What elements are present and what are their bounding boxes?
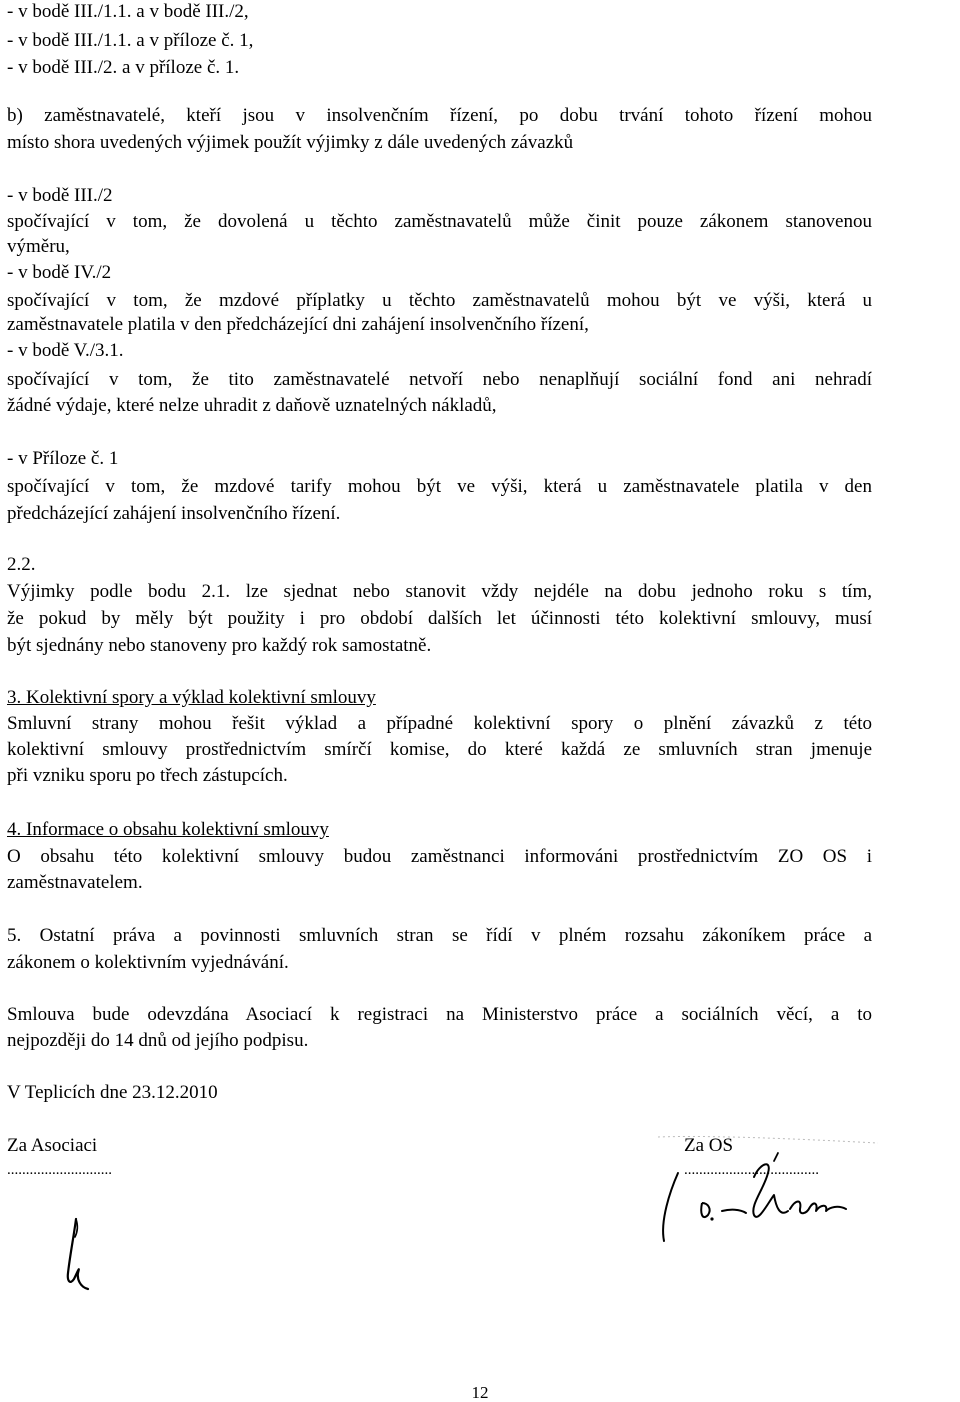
paragraph-line: kolektivní smlouvy prostřednictvím smírčí komise, do které každá ze smluvních stran jmenuje [7, 739, 872, 760]
exception-ref: - v bodě V./3.1. [7, 340, 124, 361]
exception-ref: - v Příloze č. 1 [7, 448, 119, 469]
paragraph-line: Výjimky podle bodu 2.1. lze sjednat nebo stanovit vždy nejdéle na dobu jednoho roku s tím, [7, 581, 872, 602]
paragraph-line: O obsahu této kolektivní smlouvy budou zaměstnanci informováni prostřednictvím ZO OS i [7, 846, 872, 867]
paragraph-line: Smlouva bude odevzdána Asociací k registraci na Ministerstvo práce a sociálních věcí, a to [7, 1004, 872, 1025]
exception-text: spočívající v tom, že mzdové tarify mohou být ve výši, která u zaměstnavatele platila v den [7, 476, 872, 497]
paragraph-line: 5. Ostatní práva a povinnosti smluvních stran se řídí v plném rozsahu zákoníkem práce a [7, 925, 872, 946]
place-date: V Teplicích dne 23.12.2010 [7, 1082, 218, 1103]
section-heading: 4. Informace o obsahu kolektivní smlouvy [7, 819, 329, 840]
paragraph-line: nejpozději do 14 dnů od jejího podpisu. [7, 1030, 309, 1051]
paragraph-line: zákonem o kolektivním vyjednávání. [7, 952, 289, 973]
exception-text: předcházející zahájení insolvenčního řízení. [7, 503, 341, 524]
page-number: 12 [471, 1383, 489, 1402]
exception-text: spočívající v tom, že mzdové příplatky u těchto zaměstnavatelů mohou být ve výši, která u [7, 290, 872, 311]
list-item: - v bodě III./2. a v příloze č. 1. [7, 57, 240, 78]
left-signatory-label: Za Asociaci [7, 1135, 98, 1156]
paragraph-line: Smluvní strany mohou řešit výklad a případné kolektivní spory o plnění závazků z této [7, 713, 872, 734]
section-b-line: b) zaměstnavatelé, kteří jsou v insolvenčním řízení, po dobu trvání tohoto řízení mohou [7, 105, 872, 126]
left-signature-icon [58, 1215, 108, 1295]
exception-text: spočívající v tom, že tito zaměstnavatelé netvoří nebo nenaplňují sociální fond ani nehradí [7, 369, 872, 390]
left-signature-line: ............................ [7, 1162, 112, 1178]
section-heading: 3. Kolektivní spory a výklad kolektivní smlouvy [7, 687, 376, 708]
right-signature-line: .................................... [684, 1162, 819, 1178]
exception-text: výměru, [7, 236, 70, 257]
exception-text: zaměstnavatele platila v den předcházející dni zahájení insolvenčního řízení, [7, 314, 589, 335]
paragraph-line: při vzniku sporu po třech zástupcích. [7, 765, 288, 786]
paragraph-line: že pokud by měly být použity i pro období dalších let účinnosti této kolektivní smlouvy, musí [7, 608, 872, 629]
section-b-line: místo shora uvedených výjimek použít výjimky z dále uvedených závazků [7, 132, 574, 153]
paragraph-line: být sjednány nebo stanoveny pro každý rok samostatně. [7, 635, 432, 656]
exception-text: spočívající v tom, že dovolená u těchto zaměstnavatelů může činit pouze zákonem stanovenou [7, 211, 872, 232]
section-number: 2.2. [7, 554, 36, 575]
exception-ref: - v bodě III./2 [7, 185, 113, 206]
exception-ref: - v bodě IV./2 [7, 262, 112, 283]
list-item: - v bodě III./1.1. a v příloze č. 1, [7, 30, 254, 51]
list-item: - v bodě III./1.1. a v bodě III./2, [7, 1, 249, 22]
right-signatory-label: Za OS [684, 1135, 734, 1156]
exception-text: žádné výdaje, které nelze uhradit z daňově uznatelných nákladů, [7, 395, 497, 416]
paragraph-line: zaměstnavatelem. [7, 872, 143, 893]
